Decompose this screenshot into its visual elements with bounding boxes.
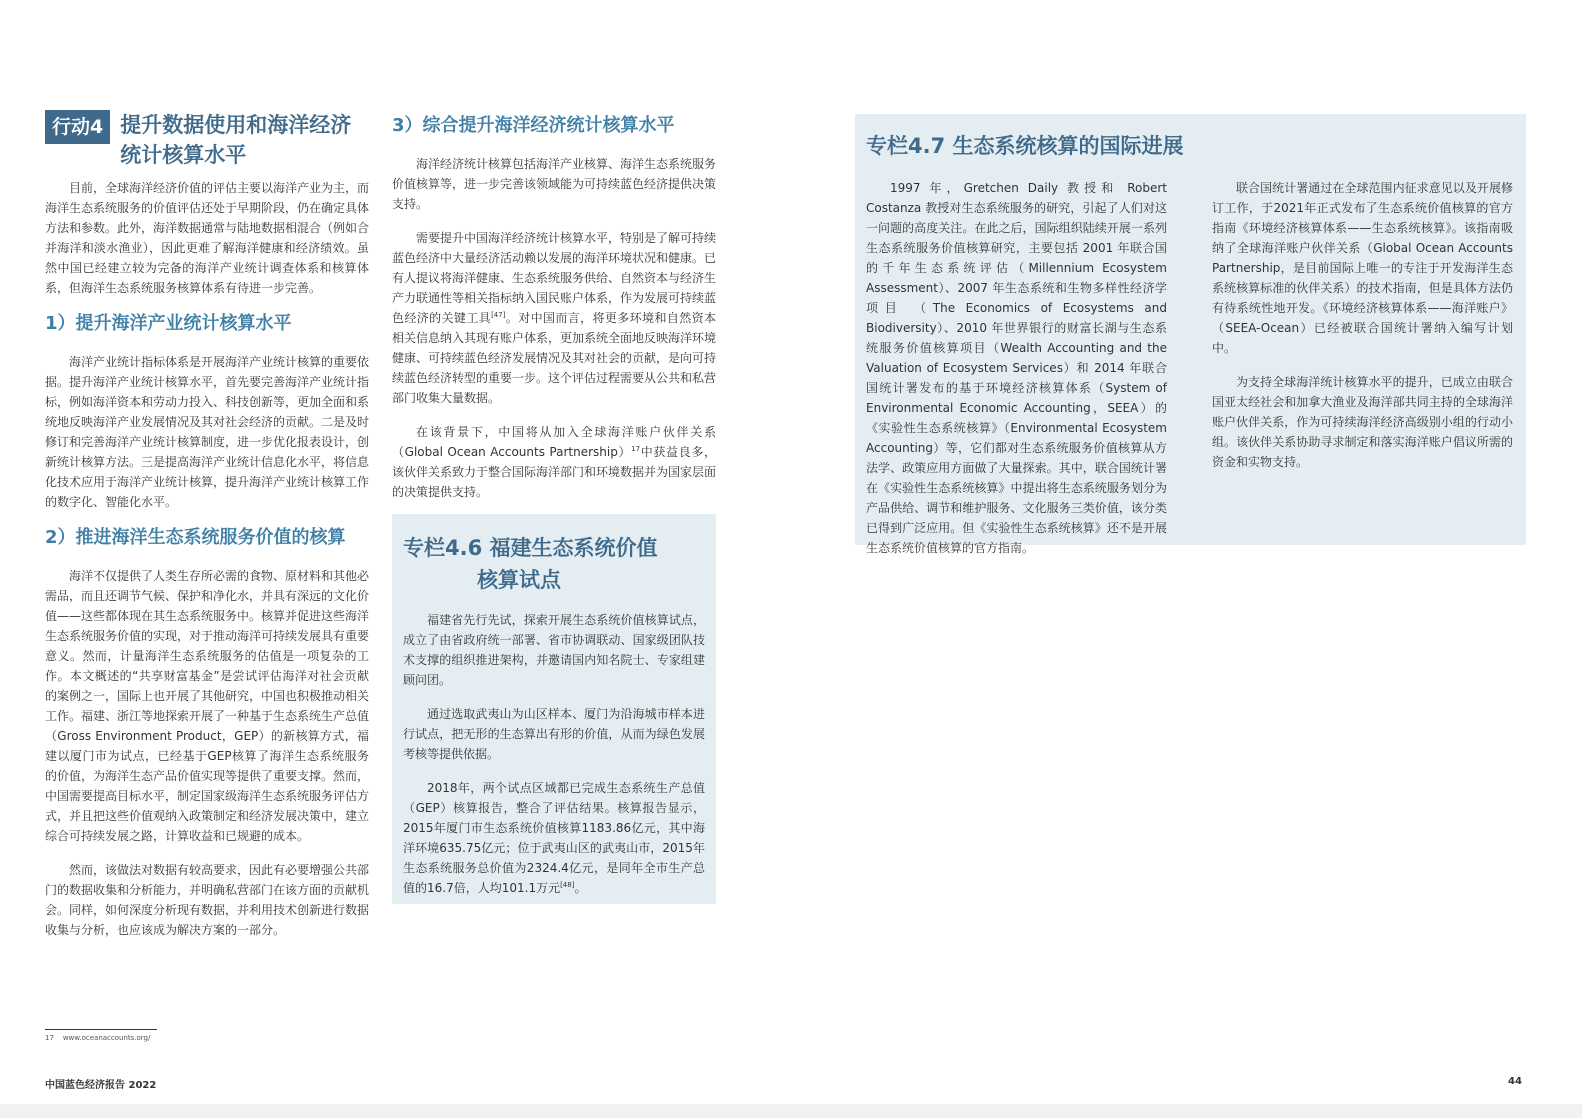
section3-p2-text-b: 。对中国而言，将更多环境和自然资本相关信息纳入其现有账户体系，更加系统全面地反映海洋环境健康、可持续蓝色经济发展情况及其对社会的贡献，是向可持续蓝色经济转型的重要一步。这个评估过程需要从公共和私营部门收集大量数据。 <box>392 311 717 405</box>
footnote-number: 17 <box>45 1034 54 1042</box>
footer-report-title: 中国蓝色经济报告 2022 <box>45 1080 157 1091</box>
action-title-line2: 统计核算水平 <box>120 143 247 167</box>
reference-48: [48] <box>560 881 575 889</box>
column-middle <box>392 114 716 516</box>
box46-title-line2: 核算试点 <box>477 568 561 592</box>
section3-paragraph-3 <box>392 422 716 502</box>
action-header <box>45 110 369 170</box>
section3-p3-text-a: 在该背景下，中国将从加入全球海洋账户伙伴关系（Global Ocean Accounts Partnership） <box>392 425 716 459</box>
page-number: 44 <box>1508 1076 1522 1087</box>
section3-p2-text-a: 需要提升中国海洋经济统计核算水平，特别是了解可持续蓝色经济中大量经济活动赖以发展的海洋环境状况和健康。已有人提议将海洋健康、生态系统服务供给、自然资本与经济生产力联通性等相关指标纳入国民账户体系，作为发展可持续蓝色经济的关键工具 <box>392 231 717 325</box>
section2-paragraph-2: 然而，该做法对数据有较高要求，因此有必要增强公共部门的数据收集和分析能力，并明确私营部门在该方面的贡献机会。同样，如何深度分析现有数据，并利用技术创新进行数据收集与分析，也应该成为解决方案的一部分。 <box>45 863 370 937</box>
footnote-link[interactable]: www.oceanaccounts.org/ <box>62 1034 151 1042</box>
sidebar-box-4-6 <box>392 514 716 904</box>
box47-title: 专栏4.7 生态系统核算的国际进展 <box>866 134 1184 158</box>
footnote-ref-17: 17 <box>631 445 641 453</box>
column-left <box>45 110 369 954</box>
box46-title <box>403 532 705 596</box>
action-badge: 行动4 <box>45 110 110 144</box>
box47-column-1 <box>866 178 1167 572</box>
box46-paragraph-1: 福建省先行先试，探索开展生态系统价值核算试点，成立了由省政府统一部署、省市协调联动、国家级团队技术支撑的组织推进架构，并邀请国内知名院士、专家组建顾问团。 <box>403 613 705 687</box>
box47-col1-paragraph: 1997 年，Gretchen Daily 教授和 Robert Costanza 教授对生态系统服务的研究，引起了人们对这一问题的高度关注。在此之后，国际组织陆续开展一系列生态系统服务价值核算研究，主要包括 2001 年联合国的千年生态系统评估（Millennium Ecosystem Assessment）、2007 年生态系统和生物多样性经济学项目 （The Economics of Ecosystems and Biodiversity）、2010 年世界银行的财富长湖与生态系统服务价值核算项目（Wealth Accounting and the Valuation of Ecosystem Services）和 2014 年联合国统计署发布的基于环境经济核算体系（System of Environmental Economic Accounting，SEEA）的《实验性生态系统核算》（Environmental Ecosystem Accounting）等，它们都对生态系统服务价值核算从方法学、政策应用方面做了大量探索。其中，联合国统计署在《实验性生态系统核算》中提出将生态系统服务划分为产品供给、调节和维护服务、文化服务三类价值，该分类已得到广泛应用。但《实验性生态系统核算》还不是开展生态系统价值核算的官方指南。 <box>866 181 1167 555</box>
action-title-line1: 提升数据使用和海洋经济 <box>120 113 352 137</box>
section1-heading: 1）提升海洋产业统计核算水平 <box>45 313 292 334</box>
reference-47: [47] <box>491 311 506 319</box>
section2-heading: 2）推进海洋生态系统服务价值的核算 <box>45 527 346 548</box>
action-title <box>120 110 351 170</box>
section3-paragraph-2 <box>392 228 716 408</box>
box47-col2-paragraph-2: 为支持全球海洋统计核算水平的提升，已成立由联合国亚太经社会和加拿大渔业及海洋部共同主持的全球海洋账户伙伴关系，作为可持续海洋经济高级别小组的行动小组。该伙伴关系协助寻求制定和落实海洋账户倡议所需的资金和实物支持。 <box>1212 375 1513 469</box>
box46-title-line1: 专栏4.6 福建生态系统价值 <box>403 536 658 560</box>
footnote <box>45 1034 150 1042</box>
box46-p3-text-a: 2018年，两个试点区域都已完成生态系统生产总值（GEP）核算报告，整合了评估结果。核算报告显示，2015年厦门市生态系统价值核算1183.86亿元，其中海洋环境635.75亿元；位于武夷山区的武夷山市，2015年生态系统服务总价值为2324.4亿元，是同年全市生产总值的16.7倍，人均101.1万元 <box>403 781 705 895</box>
section2-paragraph-1: 海洋不仅提供了人类生存所必需的食物、原材料和其他必需品，而且还调节气候、保护和净化水，并具有深远的文化价值——这些都体现在其生态系统服务中。核算并促进这些海洋生态系统服务价值的实现，对于推动海洋可持续发展具有重要意义。然而，计量海洋生态系统服务的估值是一项复杂的工作。本文概述的“共享财富基金”是尝试评估海洋对社会贡献的案例之一，国际上也开展了其他研究，中国也积极推动相关工作。福建、浙江等地探索开展了一种基于生态系统生产总值（Gross Environment Product，GEP）的新核算方式，福建以厦门市为试点，已经基于GEP核算了海洋生态系统服务的价值，为海洋生态产品价值实现等提供了重要支撑。然而，中国需要提高目标水平，制定国家级海洋生态系统服务评估方式，并且把这些价值观纳入政策制定和经济发展决策中，建立综合可持续发展之路，计算收益和已规避的成本。 <box>45 569 370 843</box>
bottom-strip <box>0 1104 1582 1118</box>
sidebar-box-4-7 <box>855 114 1526 555</box>
section3-heading: 3）综合提升海洋经济统计核算水平 <box>392 115 675 136</box>
box47-column-2 <box>1212 178 1513 486</box>
section3-paragraph-1: 海洋经济统计核算包括海洋产业核算、海洋生态系统服务价值核算等，进一步完善该领域能为可持续蓝色经济提供决策支持。 <box>392 157 717 211</box>
footnote-divider <box>45 1029 157 1030</box>
box46-p3-text-b: 。 <box>574 881 587 895</box>
box47-col2-paragraph-1: 联合国统计署通过在全球范围内征求意见以及开展修订工作，于2021年正式发布了生态系统价值核算的官方指南《环境经济核算体系——生态系统核算》。该指南吸纳了全球海洋账户伙伴关系（Global Ocean Accounts Partnership，是目前国际上唯一的专注于开发海洋生态系统核算标准的伙伴关系）的技术指南，但是具体方法仍有待系统性地开发。《环境经济核算体系——海洋账户》（SEEA-Ocean）已经被联合国统计署纳入编写计划中。 <box>1212 181 1513 355</box>
box46-paragraph-2: 通过选取武夷山为山区样本、厦门为沿海城市样本进行试点，把无形的生态算出有形的价值，从而为绿色发展考核等提供依据。 <box>403 707 705 761</box>
box46-paragraph-3 <box>403 778 705 898</box>
action-intro-paragraph: 目前，全球海洋经济价值的评估主要以海洋产业为主，而海洋生态系统服务的价值评估还处于早期阶段，仍在确定具体方法和参数。此外，海洋数据通常与陆地数据相混合（例如合并海洋和淡水渔业），因此更难了解海洋健康和经济绩效。虽然中国已经建立较为完备的海洋产业统计调查体系和核算体系，但海洋生态系统服务核算体系有待进一步完善。 <box>45 181 370 295</box>
section3-p3-text-b: 中获益良多，该伙伴关系致力于整合国际海洋部门和环境数据并为国家层面的决策提供支持。 <box>392 445 717 499</box>
section1-paragraph: 海洋产业统计指标体系是开展海洋产业统计核算的重要依据。提升海洋产业统计核算水平，首先要完善海洋产业统计指标，例如海洋资本和劳动力投入、科技创新等，更加全面和系统地反映海洋产业发展情况及其对社会经济的贡献。二是及时修订和完善海洋产业统计核算制度，进一步优化报表设计，创新统计核算方法。三是提高海洋产业统计信息化水平，将信息化技术应用于海洋产业统计核算，提升海洋产业统计核算工作的数字化、智能化水平。 <box>45 355 370 509</box>
